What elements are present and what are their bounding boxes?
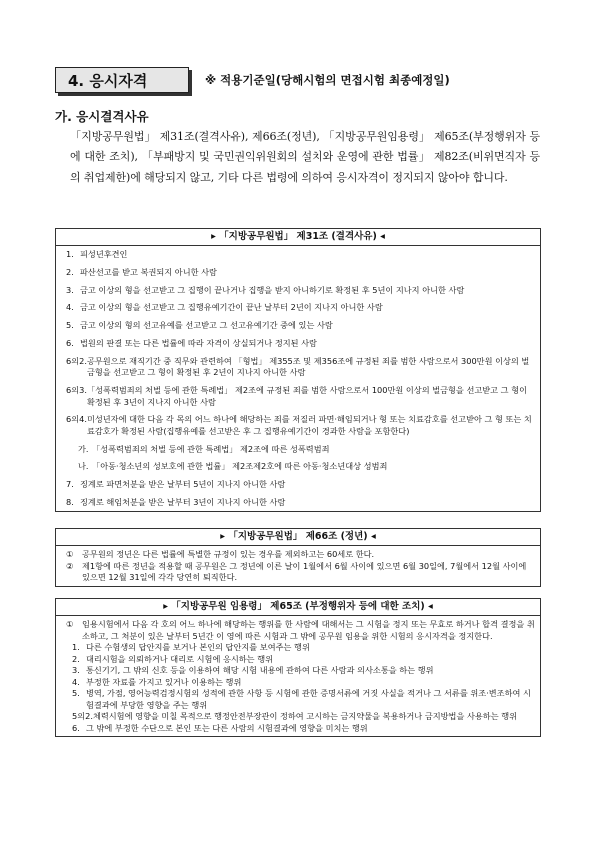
item-text: 부정한 자료를 가지고 있거나 이용하는 행위 bbox=[86, 676, 242, 687]
list-item bbox=[66, 479, 536, 491]
item-text: 그 밖에 부정한 수단으로 본인 또는 다른 사람의 시험결과에 영향을 미치는 행위 bbox=[86, 722, 368, 733]
item-number: 7. bbox=[66, 479, 74, 490]
item-number: 4. bbox=[72, 676, 80, 687]
list-item bbox=[66, 249, 536, 261]
law-box-header: ▸ 「지방공무원법」 제66조 (정년) ◂ bbox=[56, 529, 540, 546]
law-box-disqualification bbox=[55, 228, 541, 512]
item-number: 2. bbox=[66, 266, 74, 277]
item-text: 통신기기, 그 밖의 신호 등을 이용하여 해당 시험 내용에 관하여 다른 사람과 의사소통을 하는 행위 bbox=[86, 665, 434, 675]
item-text: 「성폭력범죄의 처벌 등에 관한 특례법」 제2조에 규정된 죄를 범한 사람으로서 100만원 이상의 벌금형을 선고받고 그 형이 확정된 후 3년이 지나지 아니한 사람 bbox=[86, 385, 528, 407]
law-box-header: ▸ 「지방공무원 임용령」 제65조 (부정행위자 등에 대한 조치) ◂ bbox=[56, 599, 540, 616]
item-text: 공무원으로 재직기간 중 직무와 관련하여 「형법」 제355조 및 제356조에 규정된 죄를 범한 사람으로서 300만원 이상의 벌금형을 선고받고 그 형이 확정된 후 2년이 지나지 아니한 사람 bbox=[86, 355, 530, 378]
item-number: 2. bbox=[72, 653, 80, 664]
item-number: 1. bbox=[72, 642, 80, 652]
item-number: 5의2. bbox=[72, 711, 93, 721]
list-item bbox=[66, 267, 536, 279]
list-item bbox=[66, 642, 536, 654]
law-box-body bbox=[56, 246, 540, 511]
item-number: 3. bbox=[66, 284, 74, 295]
item-text: 공무원의 정년은 다른 법률에 특별한 규정이 있는 경우를 제외하고는 60세로 한다. bbox=[82, 549, 375, 559]
list-item bbox=[66, 338, 536, 350]
item-number: 1. bbox=[66, 249, 74, 259]
law-box-retirement-age bbox=[55, 528, 541, 587]
list-item bbox=[66, 414, 536, 437]
item-text: 금고 이상의 형의 선고유예를 선고받고 그 선고유예기간 중에 있는 사람 bbox=[80, 320, 333, 331]
list-item bbox=[66, 723, 536, 735]
item-text: 금고 이상의 형을 선고받고 그 집행이 끝나거나 집행을 받지 아니하기로 확정된 후 5년이 지나지 아니한 사람 bbox=[80, 284, 465, 295]
item-text: 법원의 판결 또는 다른 법률에 따라 자격이 상실되거나 정지된 사람 bbox=[80, 337, 317, 348]
list-item bbox=[66, 320, 536, 332]
item-text: 대리시험을 의뢰하거나 대리로 시험에 응시하는 행위 bbox=[86, 653, 274, 664]
item-number: 6. bbox=[66, 337, 74, 348]
list-item bbox=[66, 285, 536, 297]
list-item bbox=[66, 356, 536, 379]
law-box-header: ▸ 「지방공무원법」 제31조 (결격사유) ◂ bbox=[56, 229, 540, 246]
list-item bbox=[66, 497, 536, 509]
law-box-body bbox=[56, 546, 540, 586]
item-number: 가. bbox=[78, 443, 89, 454]
subsection-title: 가. 응시결격사유 bbox=[55, 109, 149, 124]
item-number: 6의3. bbox=[66, 385, 87, 396]
item-text: 징계로 파면처분을 받은 날부터 5년이 지나지 아니한 사람 bbox=[80, 479, 286, 490]
item-number: 5. bbox=[72, 688, 80, 698]
list-item bbox=[66, 711, 536, 723]
clause-number: ① bbox=[66, 619, 74, 629]
clause-text: 임용시험에서 다음 각 호의 어느 하나에 해당하는 행위를 한 사람에 대해서는 그 시험을 정지 또는 무효로 하거나 합격 결정을 취소하고, 그 처분이 있은 날부터 5년간 이 영에 따른 시험과 그 밖에 공무원 임용을 위한 시험의 응시자격을 정지한다. bbox=[82, 619, 535, 641]
list-item bbox=[66, 302, 536, 314]
item-text: 파산선고를 받고 복권되지 아니한 사람 bbox=[80, 266, 217, 277]
item-text: 「아동·청소년의 성보호에 관한 법률」 제2조제2호에 따른 아동·청소년대상 성범죄 bbox=[92, 461, 388, 472]
item-number: 6의2. bbox=[66, 355, 87, 366]
reference-date-note: ※ 적용기준일(당해시험의 면접시험 최종예정일) bbox=[205, 73, 450, 87]
list-item bbox=[66, 385, 536, 408]
item-number: 8. bbox=[66, 497, 74, 508]
item-text: 병역, 가점, 영어능력검정시험의 성적에 관한 사항 등 시험에 관한 증명서류에 거짓 사실을 적거나 그 서류를 위조·변조하여 시험결과에 부당한 영향을 주는 행위 bbox=[86, 688, 531, 710]
item-text: 다른 수험생의 답안지를 보거나 본인의 답안지를 보여주는 행위 bbox=[86, 642, 310, 652]
item-number: 5. bbox=[66, 320, 74, 331]
law-box-misconduct-measures bbox=[55, 598, 541, 737]
list-item bbox=[66, 549, 536, 561]
item-number: ① bbox=[66, 549, 74, 559]
list-item bbox=[66, 665, 536, 677]
item-text: 피성년후견인 bbox=[80, 249, 128, 259]
list-item bbox=[66, 677, 536, 689]
item-number: 나. bbox=[78, 461, 89, 472]
list-item bbox=[66, 461, 536, 473]
lead-clause bbox=[66, 619, 536, 642]
item-number: 6. bbox=[72, 722, 80, 733]
item-text: 체력시험에 영향을 미칠 목적으로 행정안전부장관이 정하여 고시하는 금지약물을 복용하거나 금지방법을 사용하는 행위 bbox=[92, 711, 518, 721]
list-item bbox=[66, 688, 536, 711]
list-item bbox=[66, 444, 536, 456]
item-number: ② bbox=[66, 560, 74, 571]
item-text: 「성폭력범죄의 처벌 등에 관한 특례법」 제2조에 따른 성폭력범죄 bbox=[92, 443, 330, 454]
item-text: 징계로 해임처분을 받은 날부터 3년이 지나지 아니한 사람 bbox=[80, 497, 286, 508]
law-box-body bbox=[56, 616, 540, 736]
item-number: 4. bbox=[66, 302, 74, 313]
intro-paragraph: 「지방공무원법」 제31조(결격사유), 제66조(정년), 「지방공무원임용령」 제65조(부정행위자 등에 대한 조치), 「부패방지 및 국민권익위원회의 설치와 운영에 관한 법률」 제82조(비위면직자 등의 취업제한)에 해당되지 않고, 기타 다른 법령에 의하여 응시자격이 정지되지 않아야 합니다. bbox=[70, 130, 540, 184]
list-item bbox=[66, 654, 536, 666]
item-text: 미성년자에 대한 다음 각 목의 어느 하나에 해당하는 죄를 저질러 파면·해임되거나 형 또는 치료감호를 선고받아 그 형 또는 치료감호가 확정된 사람(집행유예를 선고받은 후 그 집행유예기간이 경과한 사람을 포함한다) bbox=[86, 414, 532, 436]
section-title: 4. 응시자격 bbox=[55, 67, 189, 93]
item-text: 제1항에 따른 정년을 적용할 때 공무원은 그 정년에 이른 날이 1월에서 6월 사이에 있으면 6월 30일에, 7월에서 12월 사이에 있으면 12월 31일에 각각 당연히 퇴직한다. bbox=[82, 560, 527, 582]
item-number: 6의4. bbox=[66, 414, 87, 425]
item-text: 금고 이상의 형을 선고받고 그 집행유예기간이 끝난 날부터 2년이 지나지 아니한 사람 bbox=[80, 302, 383, 313]
list-item bbox=[66, 561, 536, 584]
item-number: 3. bbox=[72, 665, 80, 675]
